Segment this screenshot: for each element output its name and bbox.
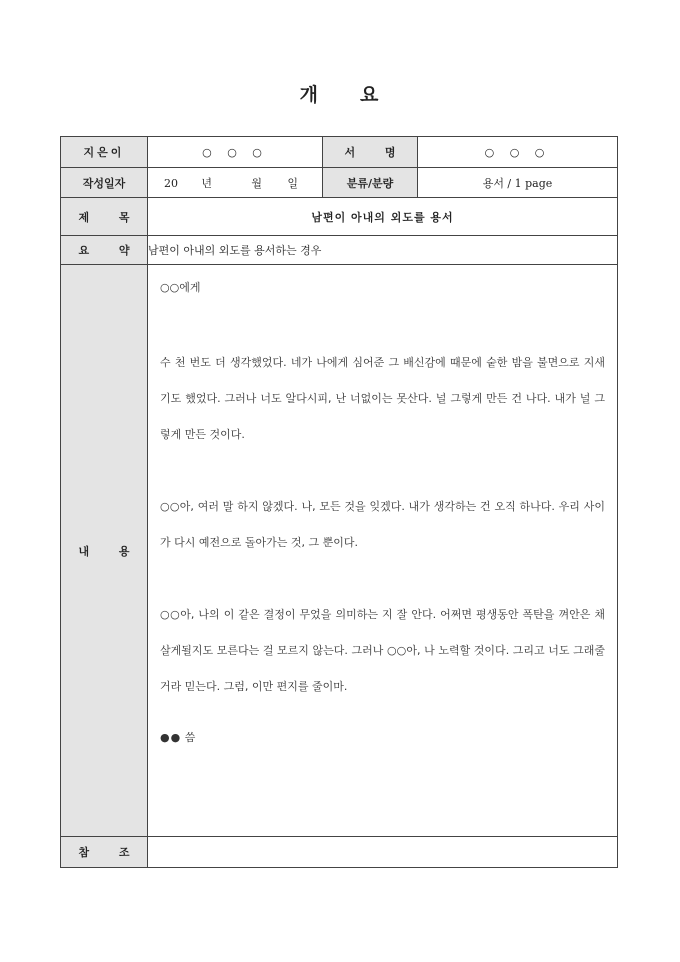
date-year: 20	[164, 176, 178, 190]
subject-value: 남편이 아내의 외도를 용서	[148, 198, 618, 236]
summary-label: 요 약	[61, 236, 148, 265]
subject-label: 제 목	[61, 198, 148, 236]
content-label: 내 용	[61, 265, 148, 837]
signature-dots: ●●	[160, 731, 182, 744]
overview-form-table	[60, 136, 618, 868]
signature-value: ○ ○ ○	[418, 137, 618, 168]
date-value	[148, 168, 323, 198]
letter-paragraph-3: ○○아, 나의 이 같은 결정이 무었을 의미하는 지 잘 안다. 어쩌면 평생동안 폭탄을 껴안은 채 살게될지도 모른다는 걸 모르지 않는다. 그러나 ○○아, 나 노력할 것이다. 그리고 너도 그래줄 거라 믿는다. 그럼, 이만 편지를 줄이마.	[160, 608, 605, 693]
date-row	[61, 168, 618, 198]
letter-paragraph-1: 수 천 번도 더 생각했었다. 네가 나에게 심어준 그 배신감에 때문에 숱한 밤을 불면으로 지새기도 했었다. 그러나 너도 알다시피, 난 너없이는 못산다. 널 그렇게 만든 건 나다. 내가 널 그렇게 만든 것이다.	[160, 356, 605, 441]
date-day-unit: 일	[287, 176, 298, 190]
document-title-char-2: 요	[360, 84, 381, 106]
date-month-unit: 월	[251, 176, 262, 190]
date-label: 작성일자	[61, 168, 148, 198]
reference-label: 참 조	[61, 837, 148, 868]
document-title-char-1: 개	[299, 84, 320, 106]
content-row	[61, 265, 618, 837]
document-title	[0, 80, 680, 107]
letter-signature	[160, 729, 605, 769]
category-label: 분류/분량	[323, 168, 418, 198]
signature-label: 서 명	[323, 137, 418, 168]
subject-row	[61, 198, 618, 236]
summary-row	[61, 236, 618, 265]
signature-suffix: 씀	[184, 731, 196, 744]
date-year-unit: 년	[201, 176, 212, 190]
author-label: 지은이	[61, 137, 148, 168]
reference-value	[148, 837, 618, 868]
content-cell	[148, 265, 618, 837]
letter-greeting: ○○에게	[160, 281, 201, 294]
reference-row	[61, 837, 618, 868]
author-value: ○ ○ ○	[148, 137, 323, 168]
category-value: 용서 / 1 page	[418, 168, 618, 198]
summary-value: 남편이 아내의 외도를 용서하는 경우	[148, 236, 618, 265]
author-row	[61, 137, 618, 168]
letter-paragraph-2: ○○아, 여러 말 하지 않겠다. 나, 모든 것을 잊겠다. 내가 생각하는 건 오직 하나다. 우리 사이가 다시 예전으로 돌아가는 것, 그 뿐이다.	[160, 500, 605, 549]
